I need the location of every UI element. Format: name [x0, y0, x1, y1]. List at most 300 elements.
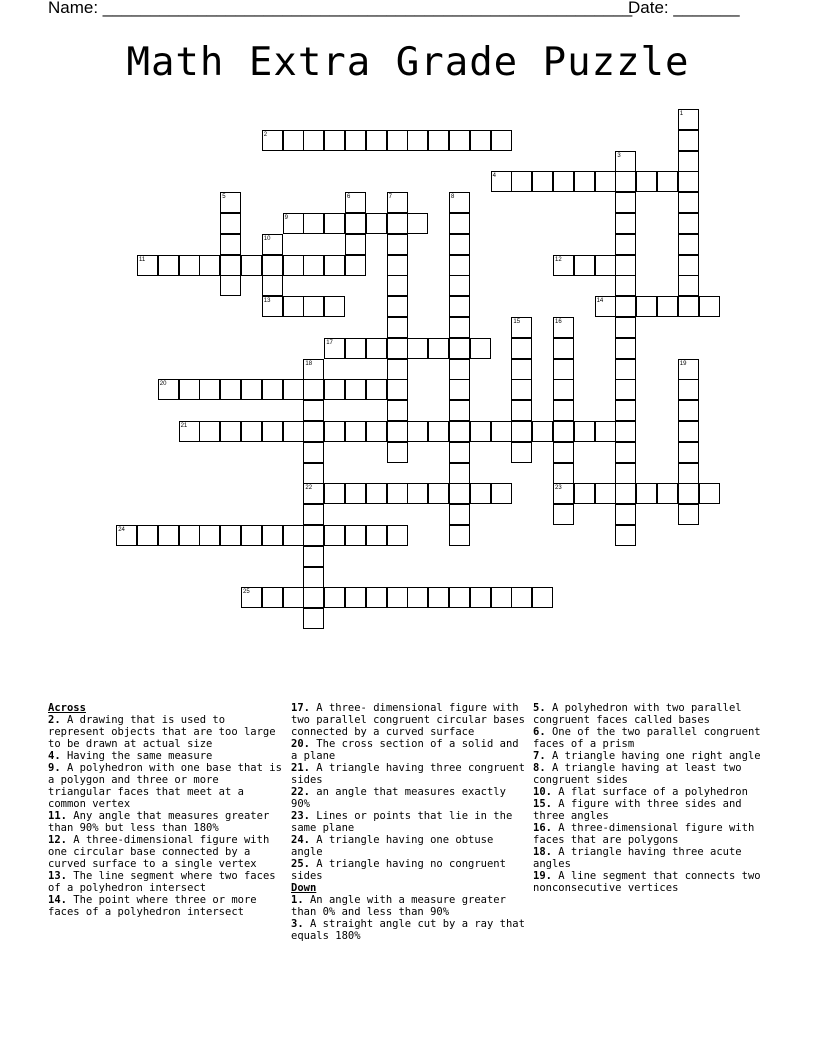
grid-cell[interactable] — [553, 504, 574, 525]
grid-cell[interactable] — [678, 421, 699, 442]
grid-cell[interactable] — [636, 296, 657, 317]
clue-text: A polyhedron with two parallel congruent faces called bases — [533, 702, 742, 726]
grid-cell[interactable] — [511, 359, 532, 380]
grid-cell[interactable] — [449, 275, 470, 296]
clue-number-label: 3 — [617, 152, 621, 159]
grid-cell[interactable] — [220, 234, 241, 255]
grid-cell[interactable] — [615, 525, 636, 546]
grid-cell[interactable] — [387, 379, 408, 400]
grid-cell[interactable] — [262, 421, 283, 442]
grid-cell[interactable] — [324, 255, 345, 276]
grid-cell[interactable] — [553, 463, 574, 484]
clue-number-label: 11 — [139, 256, 146, 263]
grid-cell[interactable] — [636, 483, 657, 504]
grid-cell[interactable] — [511, 171, 532, 192]
grid-cell[interactable] — [137, 525, 158, 546]
grid-cell[interactable] — [303, 504, 324, 525]
clue-item — [48, 870, 286, 894]
grid-cell[interactable] — [678, 255, 699, 276]
grid-cell[interactable] — [595, 421, 616, 442]
grid-cell[interactable] — [199, 255, 220, 276]
clue-text: A triangle having three acute angles — [533, 846, 742, 870]
grid-cell[interactable] — [199, 379, 220, 400]
grid-cell[interactable] — [678, 130, 699, 151]
clue-number: 16. — [533, 822, 552, 834]
grid-cell[interactable] — [615, 317, 636, 338]
grid-cell[interactable] — [615, 442, 636, 463]
clue-text: An angle with a measure greater than 0% and less than 90% — [291, 894, 506, 918]
clue-text: an angle that measures exactly 90% — [291, 786, 506, 810]
clue-item — [48, 762, 286, 810]
grid-cell[interactable] — [470, 338, 491, 359]
grid-cell[interactable] — [678, 483, 699, 504]
clue-number-label: 10 — [263, 235, 271, 242]
grid-cell[interactable] — [303, 463, 324, 484]
grid-cell[interactable] — [303, 567, 324, 588]
grid-cell[interactable] — [303, 379, 324, 400]
grid-cell[interactable] — [428, 421, 449, 442]
grid-cell[interactable] — [615, 400, 636, 421]
clue-number-label: 1 — [679, 111, 684, 117]
grid-cell[interactable] — [511, 379, 532, 400]
grid-cell[interactable] — [615, 234, 636, 255]
grid-cell[interactable] — [449, 587, 470, 608]
name-field-label: Name: ________________________________________________________ — [48, 0, 633, 17]
grid-cell[interactable] — [449, 296, 470, 317]
clue-number: 2. — [48, 714, 61, 726]
grid-cell[interactable] — [387, 442, 408, 463]
grid-cell[interactable] — [366, 421, 387, 442]
grid-cell[interactable] — [324, 421, 345, 442]
grid-cell[interactable] — [449, 255, 470, 276]
grid-cell[interactable] — [615, 171, 636, 192]
grid-cell[interactable] — [387, 213, 408, 234]
clue-item — [533, 762, 773, 786]
grid-cell[interactable] — [449, 442, 470, 463]
grid-cell[interactable] — [220, 525, 241, 546]
grid-cell[interactable] — [428, 587, 449, 608]
grid-cell[interactable] — [387, 421, 408, 442]
clue-number: 4. — [48, 750, 61, 762]
grid-cell[interactable] — [220, 379, 241, 400]
grid-cell[interactable] — [553, 359, 574, 380]
grid-cell[interactable] — [303, 587, 324, 608]
clue-number: 8. — [533, 762, 546, 774]
grid-cell[interactable] — [303, 296, 324, 317]
grid-cell[interactable] — [345, 234, 366, 255]
grid-cell[interactable] — [574, 421, 595, 442]
clue-item — [48, 810, 286, 834]
clue-number: 14. — [48, 894, 67, 906]
grid-cell[interactable] — [511, 400, 532, 421]
grid-cell[interactable] — [303, 255, 324, 276]
clue-number: 6. — [533, 726, 546, 738]
grid-cell[interactable] — [553, 338, 574, 359]
grid-cell[interactable] — [615, 463, 636, 484]
grid-cell[interactable] — [449, 483, 470, 504]
clue-text: A three- dimensional figure with two parallel congruent circular bases connected by a curved surface — [291, 702, 525, 738]
grid-cell[interactable] — [366, 525, 387, 546]
grid-cell[interactable] — [387, 400, 408, 421]
grid-cell[interactable] — [366, 587, 387, 608]
grid-cell[interactable] — [387, 130, 408, 151]
grid-cell[interactable] — [553, 400, 574, 421]
clue-item — [533, 846, 773, 870]
clue-number: 21. — [291, 762, 310, 774]
clue-item — [291, 762, 529, 786]
clue-section-heading: Down — [291, 882, 317, 894]
grid-cell[interactable] — [470, 483, 491, 504]
grid-cell[interactable] — [428, 483, 449, 504]
grid-cell[interactable] — [345, 213, 366, 234]
clue-item — [291, 738, 529, 762]
grid-cell[interactable] — [366, 213, 387, 234]
clue-number: 15. — [533, 798, 552, 810]
clue-number-label: 7 — [388, 194, 392, 201]
grid-cell[interactable] — [678, 213, 699, 234]
clue-text: The line segment where two faces of a polyhedron intersect — [48, 870, 276, 894]
clue-number: 25. — [291, 858, 310, 870]
grid-cell[interactable] — [220, 421, 241, 442]
grid-cell[interactable] — [158, 525, 179, 546]
grid-cell[interactable] — [595, 171, 616, 192]
grid-cell[interactable] — [678, 400, 699, 421]
grid-cell[interactable] — [387, 525, 408, 546]
grid-cell[interactable] — [283, 379, 304, 400]
grid-cell[interactable] — [470, 421, 491, 442]
clue-item — [291, 918, 529, 942]
grid-cell[interactable] — [345, 255, 366, 276]
grid-cell[interactable] — [283, 587, 304, 608]
grid-cell[interactable] — [220, 213, 241, 234]
grid-cell[interactable] — [366, 338, 387, 359]
grid-cell[interactable] — [345, 130, 366, 151]
grid-cell[interactable] — [303, 546, 324, 567]
clue-item — [533, 870, 773, 894]
grid-cell[interactable] — [678, 192, 699, 213]
grid-cell[interactable] — [345, 338, 366, 359]
clue-item — [291, 894, 529, 918]
grid-cell[interactable] — [574, 171, 595, 192]
grid-cell[interactable] — [553, 379, 574, 400]
grid-cell[interactable] — [179, 255, 200, 276]
grid-cell[interactable] — [407, 421, 428, 442]
clue-text: Lines or points that lie in the same plane — [291, 810, 513, 834]
clue-text: The point where three or more faces of a polyhedron intersect — [48, 894, 257, 918]
grid-cell[interactable] — [179, 525, 200, 546]
grid-cell[interactable] — [283, 255, 304, 276]
grid-cell[interactable] — [657, 296, 678, 317]
grid-cell[interactable] — [324, 296, 345, 317]
clue-text: A triangle having one obtuse angle — [291, 834, 494, 858]
clue-number-label: 14 — [596, 298, 604, 305]
grid-cell[interactable] — [449, 379, 470, 400]
clue-number: 19. — [533, 870, 552, 882]
clue-text: A straight angle cut by a ray that equals 180% — [291, 918, 525, 942]
clue-number-label: 15 — [513, 319, 521, 325]
grid-cell[interactable] — [678, 296, 699, 317]
grid-cell[interactable] — [511, 421, 532, 442]
clue-item — [48, 894, 286, 918]
clue-number: 20. — [291, 738, 310, 750]
grid-cell[interactable] — [532, 421, 553, 442]
clue-number-label: 13 — [263, 298, 271, 305]
grid-cell[interactable] — [511, 338, 532, 359]
clue-text: A triangle having no congruent sides — [291, 858, 506, 882]
grid-cell[interactable] — [615, 296, 636, 317]
grid-cell[interactable] — [387, 338, 408, 359]
grid-cell[interactable] — [449, 400, 470, 421]
clue-number: 23. — [291, 810, 310, 822]
grid-cell[interactable] — [491, 587, 512, 608]
grid-cell[interactable] — [324, 130, 345, 151]
date-field-label: Date: _______ — [628, 0, 740, 17]
grid-cell[interactable] — [553, 421, 574, 442]
grid-cell[interactable] — [678, 379, 699, 400]
clue-item — [48, 834, 286, 870]
clue-item — [291, 858, 529, 882]
clue-item — [291, 834, 529, 858]
grid-cell[interactable] — [491, 421, 512, 442]
grid-cell[interactable] — [449, 338, 470, 359]
grid-cell[interactable] — [615, 379, 636, 400]
grid-cell[interactable] — [345, 421, 366, 442]
grid-cell[interactable] — [428, 130, 449, 151]
clue-number-label: 21 — [180, 423, 188, 429]
clue-number-label: 5 — [222, 194, 226, 201]
clue-text: A triangle having at least two congruent sides — [533, 762, 742, 786]
grid-cell[interactable] — [387, 317, 408, 338]
grid-cell[interactable] — [553, 442, 574, 463]
grid-cell[interactable] — [345, 379, 366, 400]
grid-cell[interactable] — [324, 213, 345, 234]
grid-cell[interactable] — [324, 483, 345, 504]
clue-number-label: 12 — [555, 256, 562, 263]
grid-cell[interactable] — [657, 171, 678, 192]
grid-cell[interactable] — [324, 379, 345, 400]
grid-cell[interactable] — [345, 483, 366, 504]
clue-item — [533, 798, 773, 822]
grid-cell[interactable] — [699, 483, 720, 504]
clue-text: Having the same measure — [66, 750, 213, 762]
grid-cell[interactable] — [345, 525, 366, 546]
clue-section-heading: Across — [48, 702, 86, 714]
grid-cell[interactable] — [532, 171, 553, 192]
grid-cell[interactable] — [199, 421, 220, 442]
grid-cell[interactable] — [615, 421, 636, 442]
clues-column-3 — [533, 702, 773, 894]
clue-text: One of the two parallel congruent faces of a prism — [533, 726, 761, 750]
clue-text: A figure with three sides and three angles — [533, 798, 742, 822]
grid-cell[interactable] — [241, 525, 262, 546]
clue-number: 18. — [533, 846, 552, 858]
grid-cell[interactable] — [615, 504, 636, 525]
grid-cell[interactable] — [324, 587, 345, 608]
grid-cell[interactable] — [179, 379, 200, 400]
clue-text: A drawing that is used to represent objects that are too large to be drawn at actual size — [48, 714, 276, 750]
clue-text: A triangle having one right angle — [551, 750, 761, 762]
page-title: Math Extra Grade Puzzle — [126, 40, 690, 85]
clue-number-label: 6 — [347, 194, 351, 201]
grid-cell[interactable] — [615, 255, 636, 276]
clue-number: 22. — [291, 786, 310, 798]
grid-cell[interactable] — [678, 234, 699, 255]
grid-cell[interactable] — [220, 255, 241, 276]
grid-cell[interactable] — [449, 317, 470, 338]
grid-cell[interactable] — [220, 275, 241, 296]
clue-item — [291, 810, 529, 834]
grid-cell[interactable] — [283, 296, 304, 317]
grid-cell[interactable] — [595, 483, 616, 504]
clue-text: A three-dimensional figure with one circular base connected by a curved surface to a single vertex — [48, 834, 270, 870]
clue-number: 5. — [533, 702, 546, 714]
grid-cell[interactable] — [511, 442, 532, 463]
grid-cell[interactable] — [449, 463, 470, 484]
grid-cell[interactable] — [303, 213, 324, 234]
grid-cell[interactable] — [678, 171, 699, 192]
grid-cell[interactable] — [615, 483, 636, 504]
grid-cell[interactable] — [491, 130, 512, 151]
grid-cell[interactable] — [283, 421, 304, 442]
grid-cell[interactable] — [262, 525, 283, 546]
clue-item — [533, 786, 773, 798]
clue-text: A flat surface of a polyhedron — [558, 786, 748, 798]
grid-cell[interactable] — [345, 587, 366, 608]
clues-column-1 — [48, 702, 286, 918]
grid-cell[interactable] — [595, 255, 616, 276]
grid-cell[interactable] — [387, 359, 408, 380]
clue-item — [291, 702, 529, 738]
grid-cell[interactable] — [449, 234, 470, 255]
grid-cell[interactable] — [678, 463, 699, 484]
grid-cell[interactable] — [615, 192, 636, 213]
grid-cell[interactable] — [678, 151, 699, 172]
clue-text: The cross section of a solid and a plane — [291, 738, 519, 762]
grid-cell[interactable] — [699, 296, 720, 317]
grid-cell[interactable] — [241, 379, 262, 400]
grid-cell[interactable] — [615, 359, 636, 380]
grid-cell[interactable] — [241, 421, 262, 442]
clue-number: 17. — [291, 702, 310, 714]
clues-column-2 — [291, 702, 529, 942]
grid-cell[interactable] — [366, 379, 387, 400]
grid-cell[interactable] — [574, 483, 595, 504]
grid-cell[interactable] — [657, 483, 678, 504]
grid-cell[interactable] — [491, 483, 512, 504]
grid-cell[interactable] — [241, 255, 262, 276]
grid-cell[interactable] — [574, 255, 595, 276]
grid-cell[interactable] — [324, 525, 345, 546]
clue-number: 1. — [291, 894, 304, 906]
grid-cell[interactable] — [262, 275, 283, 296]
grid-cell[interactable] — [199, 525, 220, 546]
clue-number: 10. — [533, 786, 552, 798]
clue-number: 11. — [48, 810, 67, 822]
clue-number-label: 2 — [263, 131, 268, 138]
clue-number: 9. — [48, 762, 61, 774]
grid-cell[interactable] — [387, 483, 408, 504]
grid-cell[interactable] — [366, 130, 387, 151]
grid-cell[interactable] — [407, 213, 428, 234]
clue-number: 3. — [291, 918, 304, 930]
grid-cell[interactable] — [387, 587, 408, 608]
clue-number-label: 20 — [159, 381, 167, 388]
grid-cell[interactable] — [553, 171, 574, 192]
grid-cell[interactable] — [407, 483, 428, 504]
grid-cell[interactable] — [303, 130, 324, 151]
grid-cell[interactable] — [428, 338, 449, 359]
clue-text: A line segment that connects two nonconsecutive vertices — [533, 870, 761, 894]
clue-text: Any angle that measures greater than 90% but less than 180% — [48, 810, 270, 834]
clue-number-label: 16 — [555, 319, 562, 325]
clue-number-label: 8 — [451, 194, 455, 201]
grid-cell[interactable] — [387, 255, 408, 276]
grid-cell[interactable] — [615, 275, 636, 296]
grid-cell[interactable] — [262, 379, 283, 400]
clue-number-label: 18 — [305, 360, 313, 367]
grid-cell[interactable] — [511, 587, 532, 608]
clue-text: A polyhedron with one base that is a polygon and three or more triangular faces that meet at a common vertex — [48, 762, 282, 810]
clue-item — [533, 702, 773, 726]
grid-cell[interactable] — [407, 587, 428, 608]
grid-cell[interactable] — [262, 587, 283, 608]
clue-number: 12. — [48, 834, 67, 846]
grid-cell[interactable] — [158, 255, 179, 276]
clue-item — [533, 750, 773, 762]
grid-cell[interactable] — [366, 483, 387, 504]
grid-cell[interactable] — [449, 213, 470, 234]
clue-number-label: 23 — [555, 485, 562, 492]
grid-cell[interactable] — [303, 608, 324, 629]
grid-cell[interactable] — [615, 338, 636, 359]
grid-cell[interactable] — [470, 587, 491, 608]
grid-cell[interactable] — [470, 130, 491, 151]
grid-cell[interactable] — [449, 421, 470, 442]
grid-cell[interactable] — [262, 255, 283, 276]
grid-cell[interactable] — [449, 130, 470, 151]
grid-cell[interactable] — [678, 275, 699, 296]
clue-text: A three-dimensional figure with faces that are polygons — [533, 822, 755, 846]
grid-cell[interactable] — [449, 504, 470, 525]
clue-number: 7. — [533, 750, 546, 762]
grid-cell[interactable] — [283, 525, 304, 546]
grid-cell[interactable] — [303, 400, 324, 421]
grid-cell[interactable] — [407, 130, 428, 151]
clue-number-label: 9 — [284, 215, 288, 221]
grid-cell[interactable] — [636, 171, 657, 192]
clue-number: 13. — [48, 870, 67, 882]
grid-cell[interactable] — [678, 442, 699, 463]
clue-number-label: 22 — [305, 485, 313, 492]
grid-cell[interactable] — [303, 525, 324, 546]
clue-number-label: 24 — [118, 527, 125, 533]
grid-cell[interactable] — [387, 234, 408, 255]
grid-cell[interactable] — [283, 130, 304, 151]
clue-number-label: 19 — [679, 360, 687, 367]
grid-cell[interactable] — [303, 442, 324, 463]
grid-cell[interactable] — [407, 338, 428, 359]
clue-text: A triangle having three congruent sides — [291, 762, 525, 786]
grid-cell[interactable] — [532, 587, 553, 608]
grid-cell[interactable] — [387, 275, 408, 296]
clue-number: 24. — [291, 834, 310, 846]
grid-cell[interactable] — [678, 504, 699, 525]
grid-cell[interactable] — [449, 359, 470, 380]
grid-cell[interactable] — [387, 296, 408, 317]
grid-cell[interactable] — [615, 213, 636, 234]
grid-cell[interactable] — [303, 421, 324, 442]
grid-cell[interactable] — [449, 525, 470, 546]
